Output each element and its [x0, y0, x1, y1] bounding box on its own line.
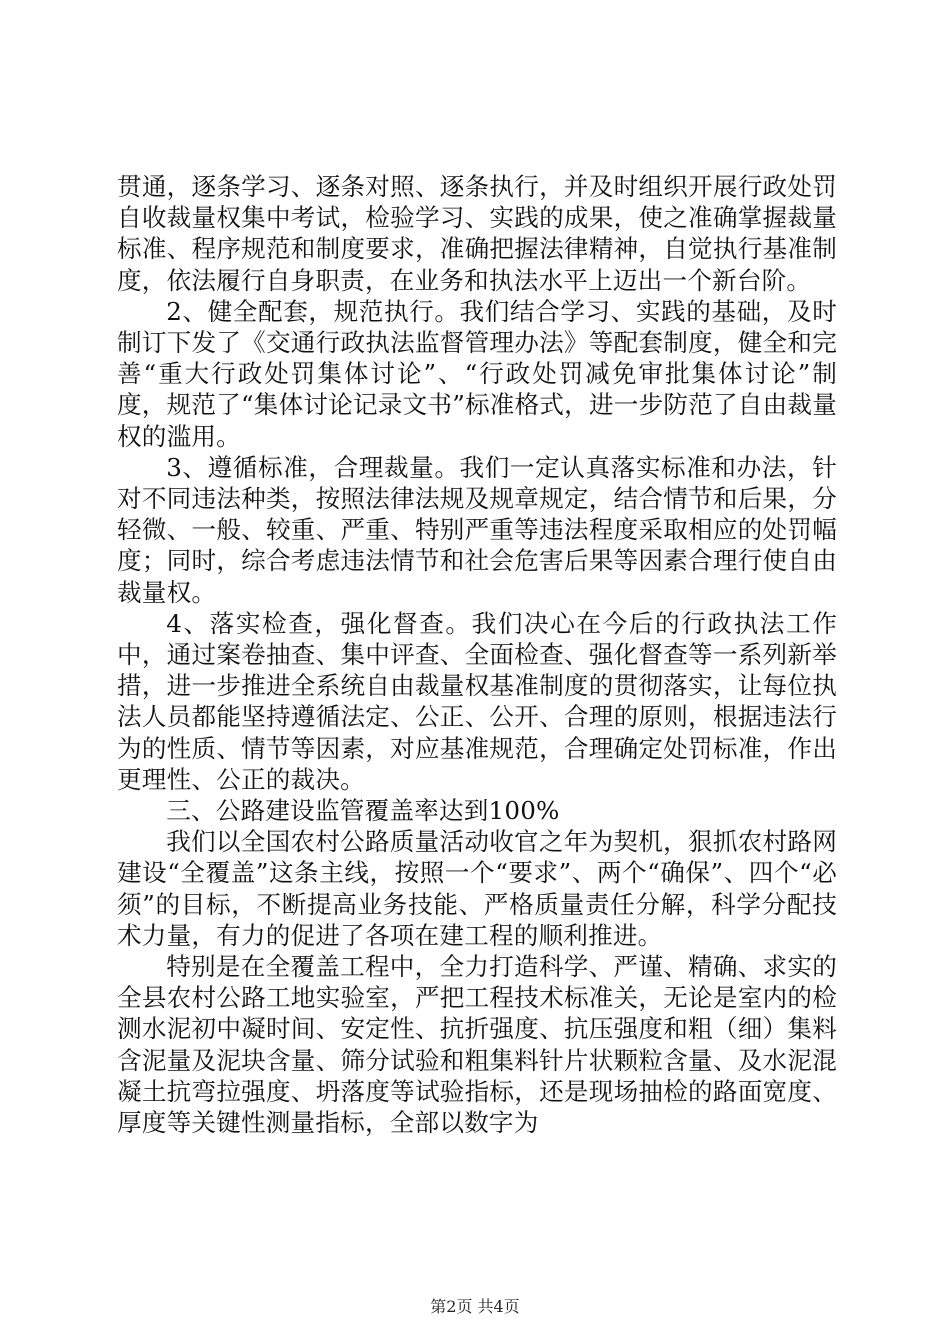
- page-number-footer: 第2页 共4页: [430, 1297, 520, 1316]
- paragraph-continuation: 贯通，逐条学习、逐条对照、逐条执行，并及时组织开展行政处罚自收裁量权集中考试，检验学习、实践的成果，使之准确掌握裁量标准、程序规范和制度要求，准确把握法律精神，自觉执行基准制度，依法履行自身职责，在业务和执法水平上迈出一个新台阶。: [117, 172, 837, 295]
- section-heading-3: 三、公路建设监管覆盖率达到100%: [166, 796, 560, 826]
- paragraph-item-2: 2、健全配套，规范执行。我们结合学习、实践的基础，及时制订下发了《交通行政执法监督管理办法》等配套制度，健全和完善“重大行政处罚集体讨论”、“行政处罚减免审批集体讨论”制度，规范了“集体讨论记录文书”标准格式，进一步防范了自由裁量权的滥用。: [117, 296, 837, 451]
- paragraph-item-4: 4、落实检查，强化督查。我们决心在今后的行政执法工作中，通过案卷抽查、集中评查、全面检查、强化督查等一系列新举措，进一步推进全系统自由裁量权基准制度的贯彻落实，让每位执法人员都能坚持遵循法定、公正、公开、合理的原则，根据违法行为的性质、情节等因素，对应基准规范，合理确定处罚标准，作出更理性、公正的裁决。: [117, 608, 837, 794]
- paragraph-section-3-intro: 我们以全国农村公路质量活动收官之年为契机，狠抓农村路网建设“全覆盖”这条主线，按照一个“要求”、两个“确保”、四个“必须”的目标，不断提高业务技能、严格质量责任分解，科学分配技术力量，有力的促进了各项在建工程的顺利推进。: [117, 827, 837, 950]
- document-body: [117, 171, 837, 1138]
- paragraph-item-3: 3、遵循标准，合理裁量。我们一定认真落实标准和办法，针对不同违法种类，按照法律法规及规章规定，结合情节和后果，分轻微、一般、较重、严重、特别严重等违法程度采取相应的处罚幅度；同时，综合考虑违法情节和社会危害后果等因素合理行使自由裁量权。: [117, 452, 837, 607]
- paragraph-section-3-detail: 特别是在全覆盖工程中，全力打造科学、严谨、精确、求实的全县农村公路工地实验室，严把工程技术标准关，无论是室内的检测水泥初中凝时间、安定性、抗折强度、抗压强度和粗（细）集料含泥量及泥块含量、筛分试验和粗集料针片状颗粒含量、及水泥混凝土抗弯拉强度、坍落度等试验指标，还是现场抽检的路面宽度、厚度等关键性测量指标，全部以数字为: [117, 952, 837, 1138]
